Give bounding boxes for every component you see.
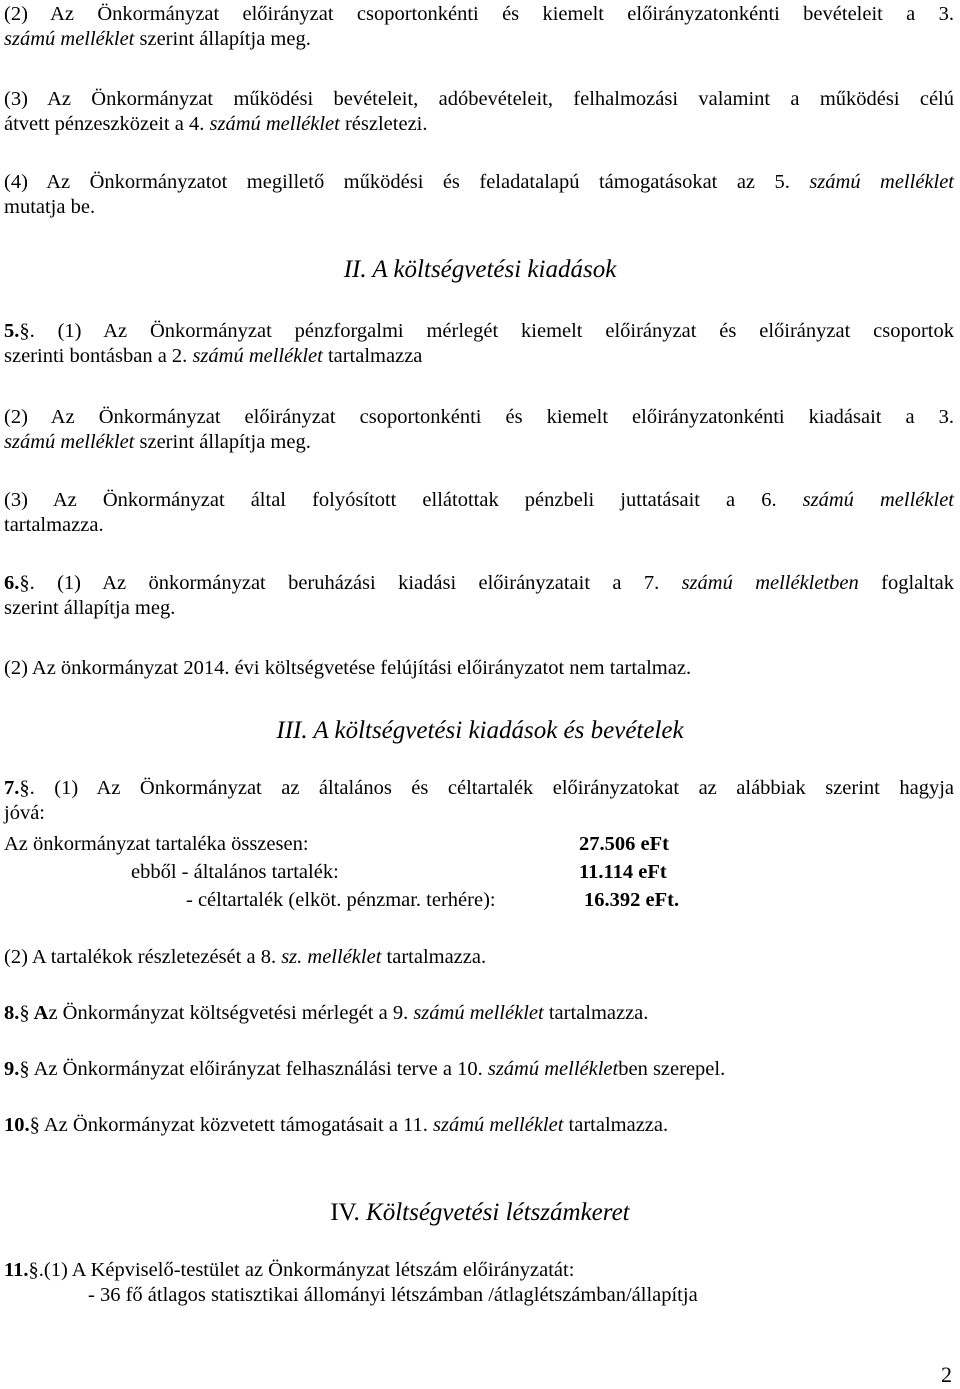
section-number: 11. xyxy=(4,1259,29,1281)
text-run: Az Önkormányzat közvetett támogatásait a 11. xyxy=(39,1114,434,1136)
paragraph-4-2 xyxy=(4,2,954,52)
text-run: szerint állapítja meg. xyxy=(134,28,311,50)
paragraph-line: mutatja be. xyxy=(4,196,96,218)
text-run: . (1) Az önkormányzat beruházási kiadási előirányzatait a 7. xyxy=(29,572,682,594)
paragraph-4-4 xyxy=(4,170,954,220)
reserve-total-amount: 27.506 eFt xyxy=(579,833,669,855)
general-reserve-label: ebből - általános tartalék: xyxy=(131,861,339,883)
text-run: tartalmazza. xyxy=(563,1114,669,1136)
paragraph-line: jóvá: xyxy=(4,802,45,824)
text-run: (2) A tartalékok részletezését a 8. xyxy=(4,946,282,968)
paragraph-line: (2) Az Önkormányzat előirányzat csoportonkénti és kiemelt előirányzatonkénti kiadásait a 3. xyxy=(4,406,954,428)
annex-reference: számú melléklet xyxy=(487,1058,619,1080)
section-number: 7. xyxy=(4,777,20,799)
text-run: z Önkormányzat költségvetési mérlegét a 9. xyxy=(48,1002,414,1024)
reserve-total-label: Az önkormányzat tartaléka összesen: xyxy=(4,833,309,855)
text-run: (3) Az Önkormányzat által folyósított ellátottak pénzbeli juttatásait a 6. xyxy=(4,489,803,511)
paragraph-6-1 xyxy=(4,571,954,621)
general-reserve-amount: 11.114 eFt xyxy=(579,861,667,883)
page-number: 2 xyxy=(941,1362,952,1387)
annex-reference: sz. melléklet xyxy=(281,946,382,968)
annex-reference: számú melléklet xyxy=(433,1114,564,1136)
text-run: . (1) Az Önkormányzat pénzforgalmi mérlegét kiemelt előirányzat és előirányzat csoportok xyxy=(29,320,954,342)
paragraph-5-1 xyxy=(4,319,954,369)
text-run: átvett pénzeszközeit a 4. xyxy=(4,113,210,135)
text-run: szerint állapítja meg. xyxy=(134,431,311,453)
paragraph-line: (2) Az Önkormányzat előirányzat csoportonkénti és kiemelt előirányzatonkénti bevételeit a 3. xyxy=(4,3,954,25)
annex-reference: számú melléklet xyxy=(4,431,135,453)
paragraph-line: (3) Az Önkormányzat működési bevételeit, adóbevételeit, felhalmozási valamint a működési célú xyxy=(4,88,954,110)
paragraph-7-1 xyxy=(4,776,954,826)
text-run: részletezi. xyxy=(339,113,428,135)
text-run: A xyxy=(29,1002,49,1024)
section-number: 9. xyxy=(4,1058,20,1080)
section-sign: § xyxy=(19,320,30,342)
annex-reference: számú melléklet xyxy=(413,1002,544,1024)
section-sign: § xyxy=(19,777,30,799)
paragraph-line: - 36 fő átlagos statisztikai állományi létszámban /átlaglétszámban/állapítja xyxy=(88,1284,698,1306)
text-run: (4) Az Önkormányzatot megillető működési és feladatalapú támogatásokat az 5. xyxy=(4,171,810,193)
annex-reference: számú mellékletben xyxy=(681,572,859,594)
annex-reference: számú melléklet xyxy=(209,113,340,135)
text-run: Az Önkormányzat előirányzat felhasználási terve a 10. xyxy=(29,1058,488,1080)
text-run: tartalmazza. xyxy=(543,1002,649,1024)
paragraph-6-2 xyxy=(4,656,954,681)
section-sign: § xyxy=(28,1259,39,1281)
section-number: 8. xyxy=(4,1002,20,1024)
text-run: tartalmazza xyxy=(322,345,423,367)
heading-text: II. A költségvetési kiadások xyxy=(343,256,617,283)
annex-reference: számú melléklet xyxy=(192,345,323,367)
section-sign: § xyxy=(19,572,30,594)
paragraph-8 xyxy=(4,1001,954,1026)
text-run: szerinti bontásban a 2. xyxy=(4,345,193,367)
paragraph-10 xyxy=(4,1113,954,1138)
text-run: ben szerepel. xyxy=(618,1058,726,1080)
text-run: tartalmazza. xyxy=(381,946,487,968)
heading-number: IV. xyxy=(330,1199,367,1226)
earmarked-reserve-amount: 16.392 eFt. xyxy=(584,889,680,911)
paragraph-5-3 xyxy=(4,488,954,538)
paragraph-7-2 xyxy=(4,945,954,970)
paragraph-4-3 xyxy=(4,87,954,137)
paragraph-11 xyxy=(4,1258,954,1308)
annex-reference: számú melléklet xyxy=(802,489,954,511)
section-sign: § xyxy=(19,1002,30,1024)
section-sign: § xyxy=(19,1058,30,1080)
section-heading-4 xyxy=(0,1198,960,1228)
text-run: .(1) A Képviselő-testület az Önkormányzat létszám előirányzatát: xyxy=(38,1259,575,1281)
paragraph-line: tartalmazza. xyxy=(4,514,104,536)
earmarked-reserve-label: - céltartalék (elköt. pénzmar. terhére): xyxy=(186,889,496,911)
text-run: foglaltak xyxy=(858,572,954,594)
paragraph-line: (2) Az önkormányzat 2014. évi költségvetése felújítási előirányzatot nem tartalmaz. xyxy=(4,657,692,679)
section-number: 10. xyxy=(4,1114,30,1136)
paragraph-5-2 xyxy=(4,405,954,455)
paragraph-9 xyxy=(4,1057,954,1082)
text-run: . (1) Az Önkormányzat az általános és céltartalék előirányzatokat az alábbiak szerint hagyja xyxy=(29,777,954,799)
section-heading-3 xyxy=(0,716,960,746)
section-number: 6. xyxy=(4,572,20,594)
paragraph-line: szerint állapítja meg. xyxy=(4,597,176,619)
annex-reference: számú melléklet xyxy=(4,28,135,50)
section-heading-2 xyxy=(0,255,960,285)
annex-reference: számú melléklet xyxy=(809,171,955,193)
section-sign: § xyxy=(29,1114,40,1136)
heading-text: Költségvetési létszámkeret xyxy=(366,1199,630,1226)
section-number: 5. xyxy=(4,320,20,342)
heading-text: III. A költségvetési kiadások és bevételek xyxy=(276,717,684,744)
